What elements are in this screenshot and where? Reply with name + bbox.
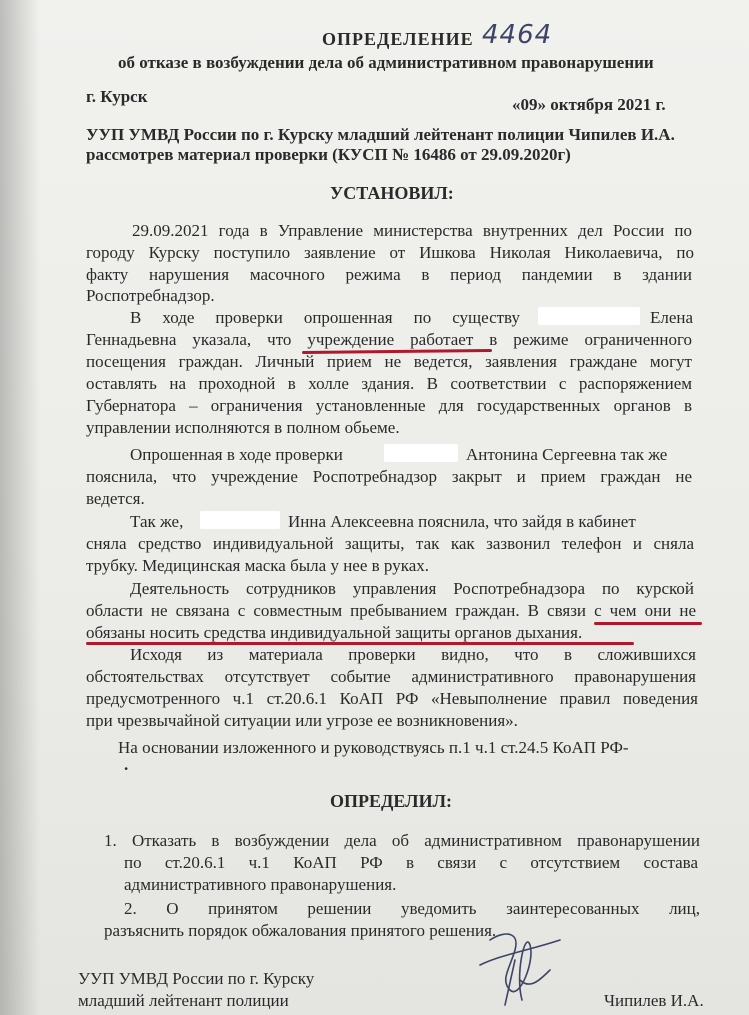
- decision-line: по ст.20.6.1 ч.1 КоАП РФ в связи с отсутствием состава: [124, 853, 698, 872]
- body-line: при чрезвычайной ситуации или угрозе ее возникновения».: [86, 711, 518, 730]
- body-line: посещения граждан. Личный прием не ведется, заявления граждане могут: [86, 352, 692, 371]
- city: г. Курск: [86, 87, 148, 106]
- established-heading: УСТАНОВИЛ:: [330, 183, 454, 203]
- body-line: На основании изложенного и руководствуясь п.1 ч.1 ст.24.5 КоАП РФ-: [118, 738, 629, 757]
- document-subtitle: об отказе в возбуждении дела об административном правонарушении: [118, 53, 654, 72]
- body-line: В ходе проверки опрошенная по существу: [130, 308, 520, 327]
- body-line: сняла средство индивидуальной защиты, так как зазвонил телефон и сняла: [86, 534, 694, 553]
- body-line: ведется.: [86, 489, 145, 508]
- decision-line: 1. Отказать в возбуждении дела об административном правонарушении: [104, 831, 700, 850]
- body-line: городу Курску поступило заявление от Ишкова Николая Николаевича, по: [86, 243, 694, 262]
- handwritten-number: 4464: [482, 20, 553, 50]
- body-line: Так же,: [130, 512, 184, 531]
- body-line: Опрошенная в ходе проверки: [130, 445, 343, 464]
- body-line: области не связана с совместным пребыванием граждан. В связи с чем они не: [86, 601, 696, 620]
- body-line: Антонина Сергеевна так же: [466, 445, 668, 464]
- decision-line: разъяснить порядок обжалования принятого решения.: [104, 921, 497, 940]
- date: «09» октября 2021 г.: [512, 95, 666, 114]
- redaction: [538, 307, 640, 325]
- signature-name: Чипилев И.А.: [604, 991, 704, 1010]
- body-line: оставлять на проходной в холле здания. В соответствии с распоряжением: [86, 374, 692, 393]
- decided-heading: ОПРЕДЕЛИЛ:: [330, 791, 452, 811]
- body-line: Роспотребнадзор.: [86, 286, 215, 305]
- body-line: Исходя из материала проверки видно, что в сложившихся: [130, 645, 696, 664]
- signature-position-line-2: младший лейтенант полиции: [78, 991, 289, 1010]
- handwritten-signature: [460, 920, 580, 1015]
- body-line: .: [124, 755, 129, 774]
- body-line: обстоятельствах отсутствует событие административного правонарушения: [86, 667, 696, 686]
- body-line: Елена: [650, 308, 694, 327]
- redaction: [384, 444, 458, 462]
- body-line: Геннадьевна указала, что учреждение работает в режиме ограниченного: [86, 330, 692, 349]
- body-line: факту нарушения масочного режима в период пандемии в здании: [86, 265, 692, 284]
- body-line: пояснила, что учреждение Роспотребнадзор закрыт и прием граждан не: [86, 467, 692, 486]
- body-line: предусмотренного ч.1 ст.20.6.1 КоАП РФ «Невыполнение правил поведения: [86, 689, 698, 708]
- intro-line-2: рассмотрев материал проверки (КУСП № 16486 от 29.09.2020г): [86, 145, 571, 164]
- signature-position-line-1: УУП УМВД России по г. Курску: [78, 969, 315, 988]
- body-line: 29.09.2021 года в Управление министерства внутренних дел России по: [132, 221, 692, 240]
- body-line: трубку. Медицинская маска была у нее в руках.: [86, 556, 429, 575]
- decision-line: 2. О принятом решении уведомить заинтересованных лиц,: [124, 899, 700, 918]
- body-line: управлении исполняются в полном обьеме.: [86, 418, 400, 437]
- document-title: ОПРЕДЕЛЕНИЕ: [322, 29, 474, 49]
- intro-line-1: УУП УМВД России по г. Курску младший лейтенант полиции Чипилев И.А.: [86, 125, 675, 144]
- red-underline: [594, 622, 702, 625]
- body-line: Инна Алексеевна пояснила, что зайдя в кабинет: [288, 512, 636, 531]
- redaction: [200, 511, 280, 529]
- body-line: Губернатора – ограничения установленные для государственных органов в: [86, 396, 692, 415]
- decision-line: административного правонарушения.: [124, 875, 397, 894]
- body-line: Деятельность сотрудников управления Роспотребнадзора по курской: [130, 579, 694, 598]
- body-line: обязаны носить средства индивидуальной защиты органов дыхания.: [86, 623, 583, 642]
